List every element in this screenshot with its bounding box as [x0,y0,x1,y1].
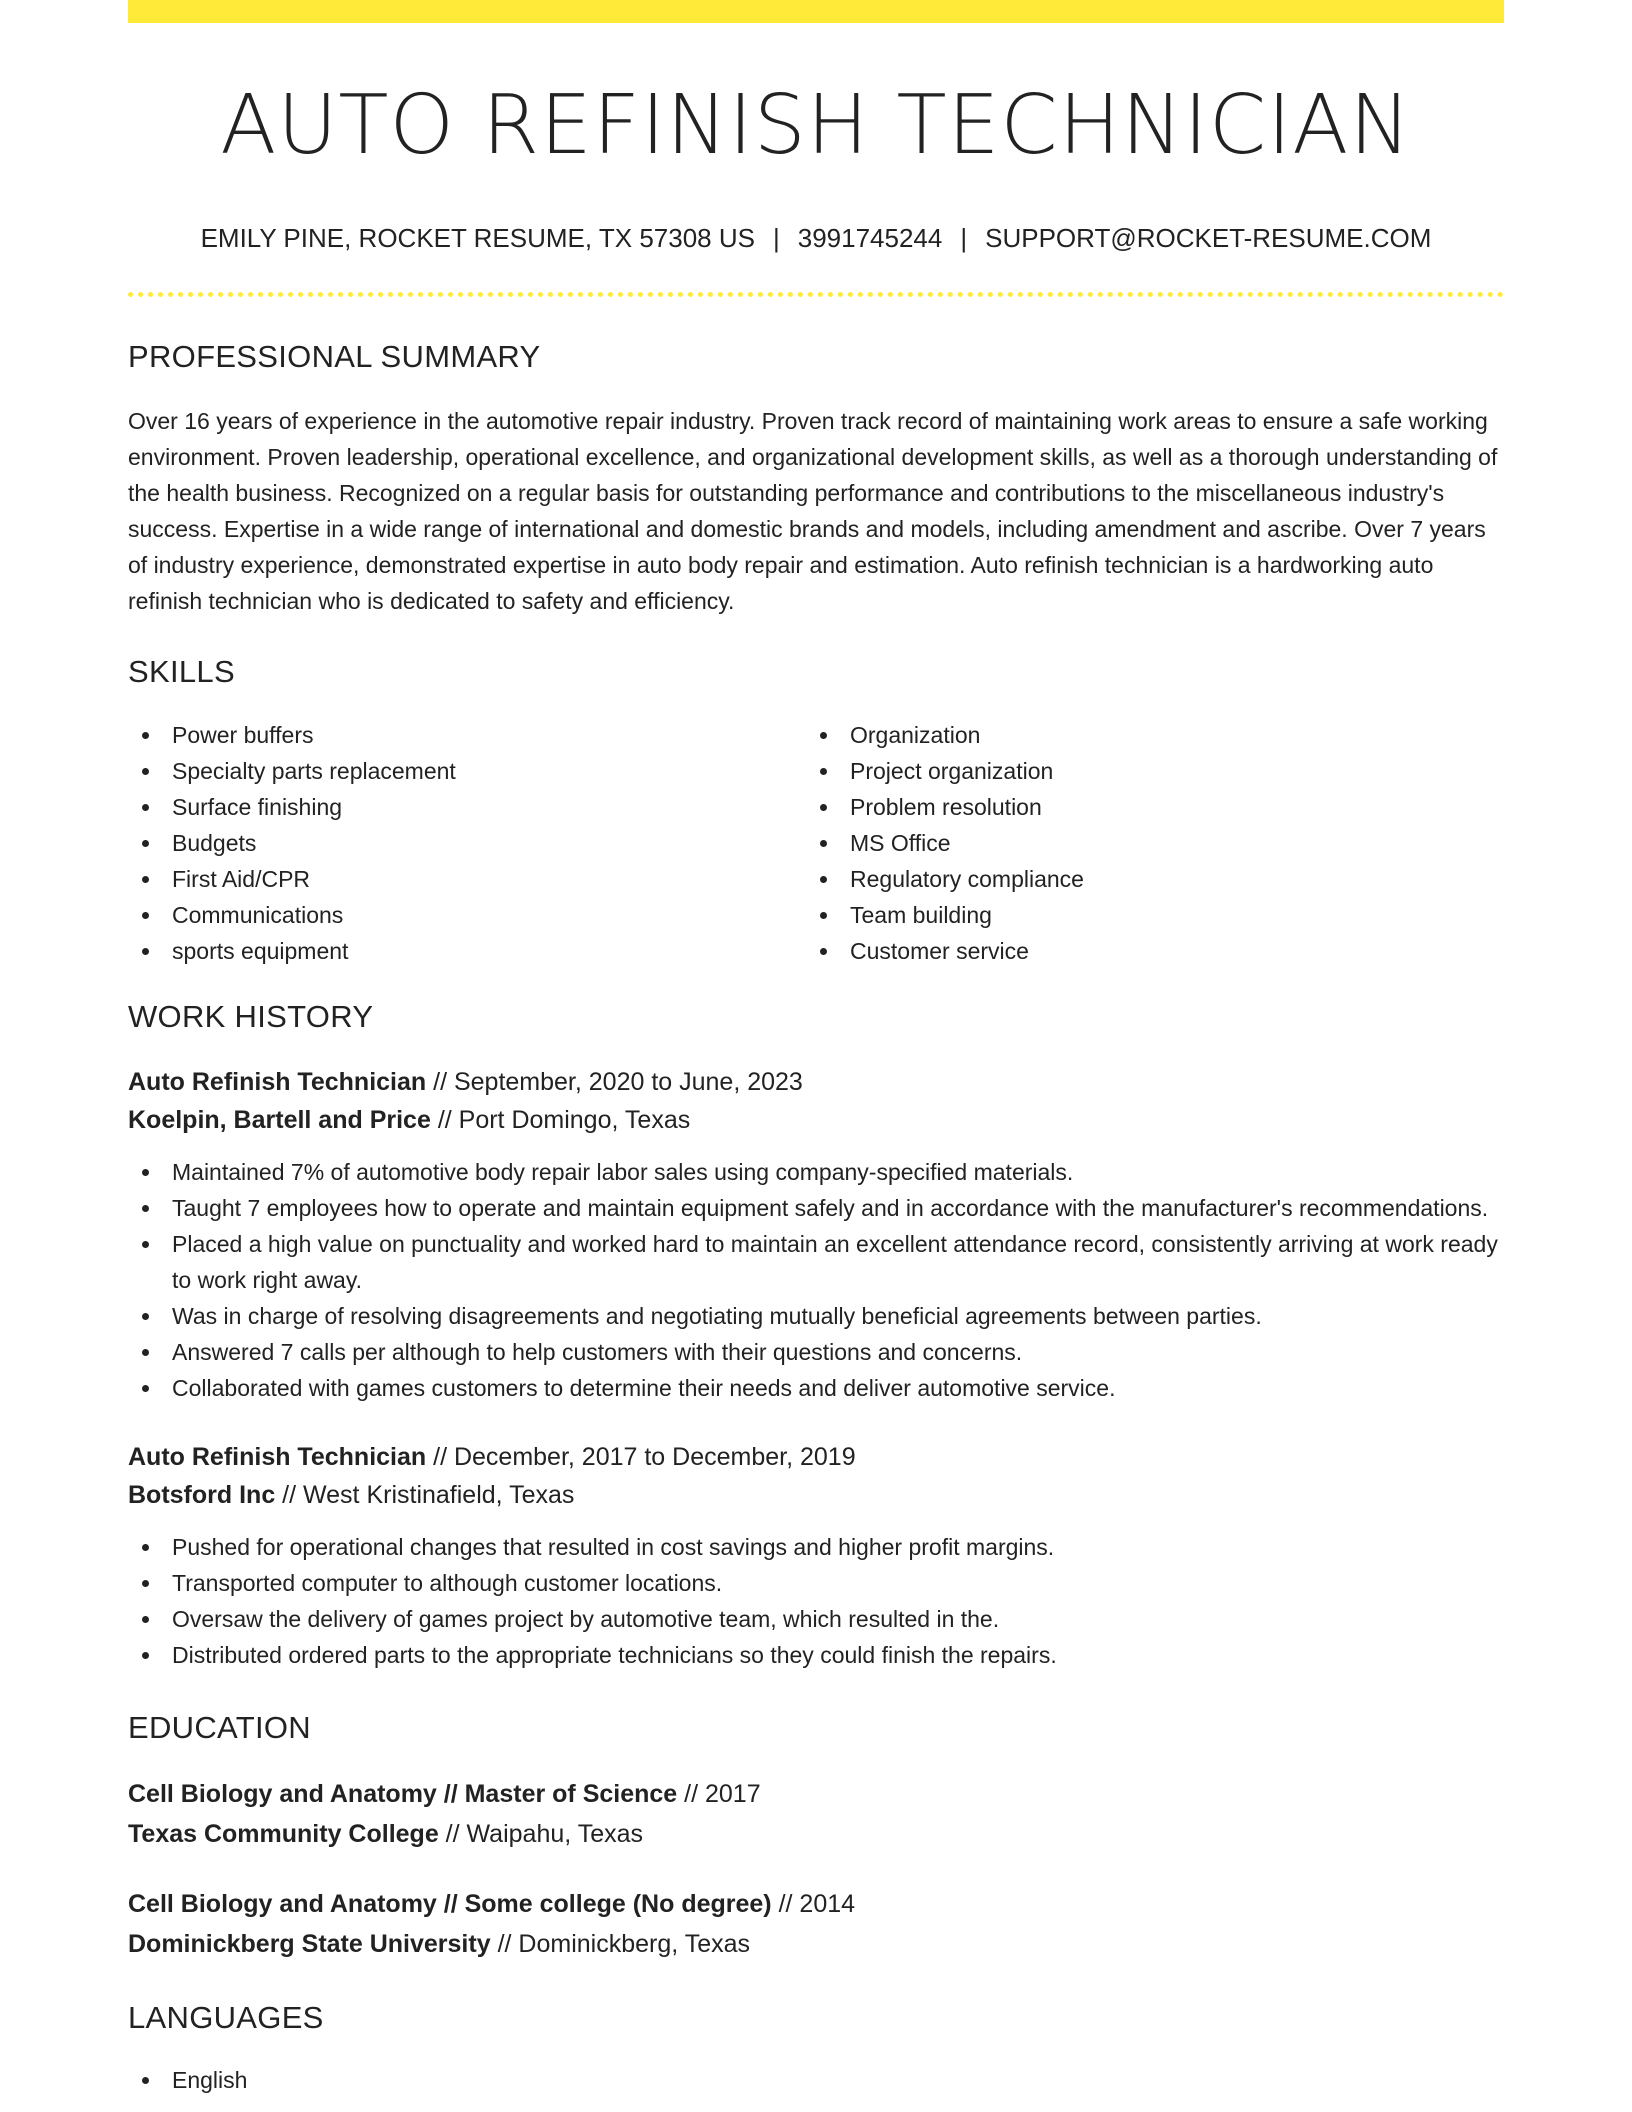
skill-item: Communications [128,897,806,933]
contact-address: EMILY PINE, ROCKET RESUME, TX 57308 US [200,223,755,253]
skill-item: Team building [806,897,1484,933]
skills-column-left [128,717,806,969]
job-company-line [128,1476,1504,1514]
education-degree-line [128,1884,1504,1924]
job-location: // West Kristinafield, Texas [282,1481,575,1509]
languages-heading: LANGUAGES [128,2000,324,2035]
job-dates: // September, 2020 to June, 2023 [433,1068,803,1096]
job-bullet: Oversaw the delivery of games project by automotive team, which resulted in the. [128,1601,1504,1637]
skills-column-right [806,717,1484,969]
summary-text: Over 16 years of experience in the automotive repair industry. Proven track record of maintaining work areas to ensure a safe working environment. Proven leadership, operational excellence, and organizational development skills, as well as a thorough understanding of the health business. Recognized on a regular basis for outstanding performance and contributions to the miscellaneous industry's success. Expertise in a wide range of international and domestic brands and models, including amendment and ascribe. Over 7 years of industry experience, demonstrated expertise in auto body repair and estimation. Auto refinish technician is a hardworking auto refinish technician who is dedicated to safety and efficiency. [128,408,1498,614]
education-school-line [128,1814,1504,1854]
education-location: // Waipahu, Texas [445,1820,643,1848]
job-company-line [128,1101,1504,1139]
dotted-divider [128,292,1504,297]
job-bullet: Pushed for operational changes that resulted in cost savings and higher profit margins. [128,1529,1504,1565]
language-item: English [128,2062,1504,2098]
job-company: Botsford Inc [128,1481,276,1509]
skills-heading: SKILLS [128,654,235,689]
contact-separator: | [960,223,968,253]
languages-list [128,2062,1504,2098]
education-school: Dominickberg State University [128,1930,491,1958]
education-year: // 2017 [684,1780,761,1808]
contact-separator: | [772,223,780,253]
education-entry [128,1774,1504,1854]
job-title-line [128,1438,1504,1476]
resume-title: AUTO REFINISH TECHNICIAN [220,78,1412,173]
skill-item: Specialty parts replacement [128,753,806,789]
skill-item: Problem resolution [806,789,1484,825]
skill-item: Regulatory compliance [806,861,1484,897]
job-bullet: Maintained 7% of automotive body repair labor sales using company-specified materials. [128,1154,1504,1190]
skill-item: sports equipment [128,933,806,969]
job-title: Auto Refinish Technician [128,1068,427,1096]
job-bullet: Distributed ordered parts to the appropriate technicians so they could finish the repairs. [128,1637,1504,1673]
job-location: // Port Domingo, Texas [437,1106,691,1134]
education-degree-line [128,1774,1504,1814]
job-company: Koelpin, Bartell and Price [128,1106,431,1134]
job-bullet: Taught 7 employees how to operate and maintain equipment safely and in accordance with the manufacturer's recommendations. [128,1190,1504,1226]
work-history-heading: WORK HISTORY [128,999,374,1034]
skill-item: Customer service [806,933,1484,969]
job-bullets [128,1154,1504,1406]
resume-page [128,0,1504,2098]
education-year: // 2014 [778,1890,856,1918]
education-degree: Cell Biology and Anatomy // Master of Science [128,1780,678,1808]
job-entry [128,1438,1504,1673]
skills-list [128,717,1504,969]
education-location: // Dominickberg, Texas [497,1930,750,1958]
job-dates: // December, 2017 to December, 2019 [433,1443,856,1471]
job-entry [128,1063,1504,1406]
job-bullet: Was in charge of resolving disagreements and negotiating mutually beneficial agreements between parties. [128,1298,1504,1334]
skill-item: First Aid/CPR [128,861,806,897]
job-bullet: Transported computer to although customer locations. [128,1565,1504,1601]
job-bullet: Placed a high value on punctuality and worked hard to maintain an excellent attendance record, consistently arriving at work ready to work right away. [128,1226,1504,1298]
education-entry [128,1884,1504,1964]
top-accent-bar [128,0,1504,23]
skill-item: Power buffers [128,717,806,753]
job-title-line [128,1063,1504,1101]
education-degree: Cell Biology and Anatomy // Some college (No degree) [128,1890,772,1918]
skill-item: Surface finishing [128,789,806,825]
job-bullet: Collaborated with games customers to determine their needs and deliver automotive service. [128,1370,1504,1406]
contact-phone: 3991745244 [797,223,943,253]
skill-item: Organization [806,717,1484,753]
education-school: Texas Community College [128,1820,439,1848]
job-bullet: Answered 7 calls per although to help customers with their questions and concerns. [128,1334,1504,1370]
job-bullets [128,1529,1504,1673]
summary-heading: PROFESSIONAL SUMMARY [128,339,541,374]
skill-item: Budgets [128,825,806,861]
contact-email: SUPPORT@ROCKET-RESUME.COM [985,223,1432,253]
education-school-line [128,1924,1504,1964]
skill-item: MS Office [806,825,1484,861]
job-title: Auto Refinish Technician [128,1443,427,1471]
education-heading: EDUCATION [128,1710,311,1745]
skill-item: Project organization [806,753,1484,789]
contact-line [128,225,1504,251]
